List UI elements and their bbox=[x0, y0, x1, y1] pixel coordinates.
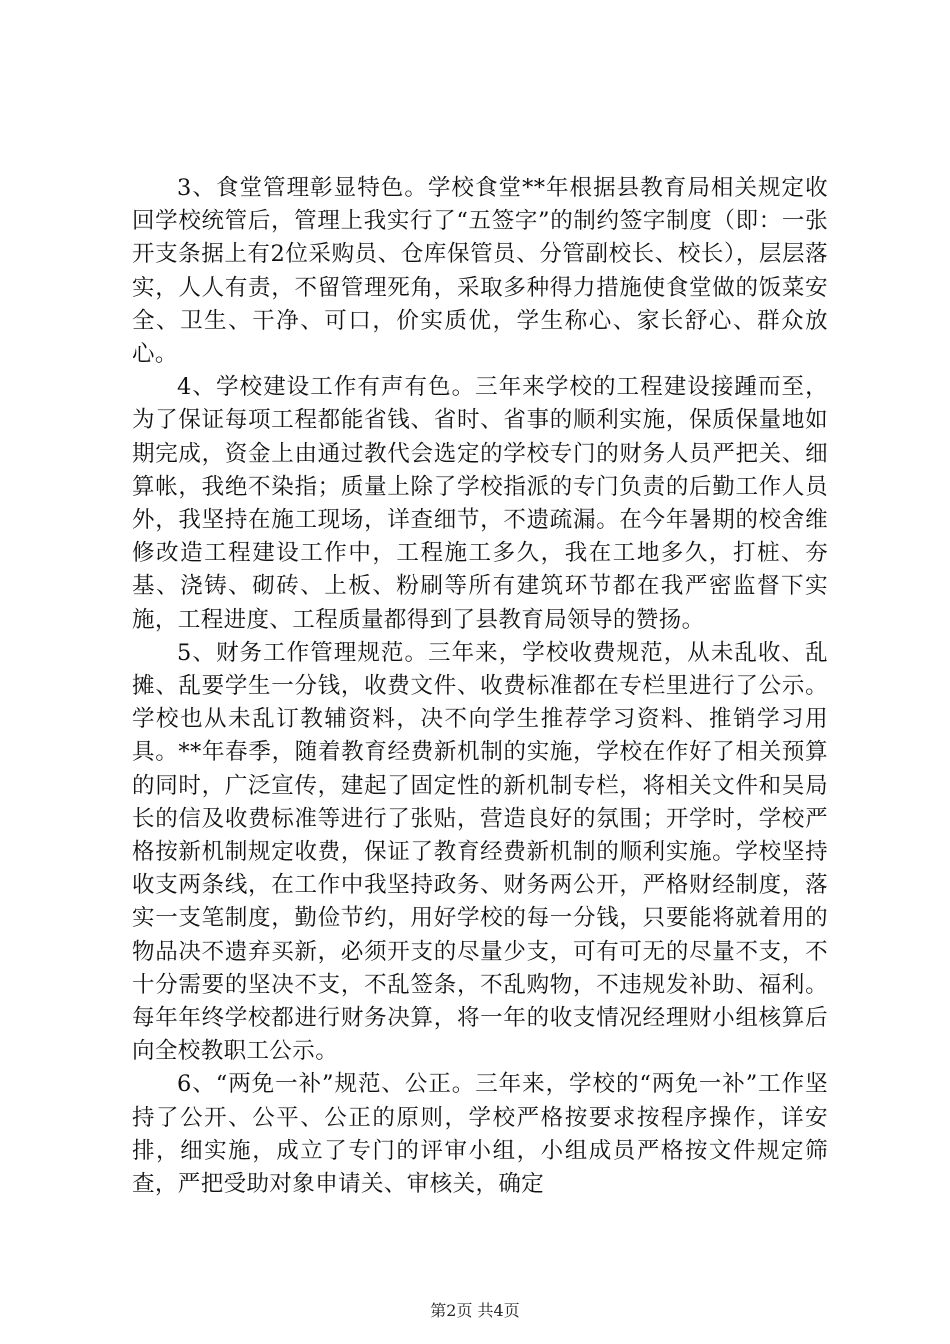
paragraph-two-exemptions-one-subsidy: 6、“两免一补”规范、公正。三年来，学校的“两免一补”工作坚持了公开、公平、公正的原则，学校严格按要求按程序操作，详安排，细实施，成立了专门的评审小组，小组成员严格按文件规定筛查，严把受助对象申请关、审核关，确定 bbox=[132, 1071, 828, 1198]
page-number-footer: 第2页 共4页 bbox=[430, 1301, 520, 1320]
paragraph-school-construction: 4、学校建设工作有声有色。三年来学校的工程建设接踵而至，为了保证每项工程都能省钱、省时、省事的顺利实施，保质保量地如期完成，资金上由通过教代会选定的学校专门的财务人员严把关、细算帐，我绝不染指；质量上除了学校指派的专门负责的后勤工作人员外，我坚持在施工现场，详查细节，不遗疏漏。在今年暑期的校舍维修改造工程建设工作中，工程施工多久，我在工地多久，打桩、夯基、浇铸、砌砖、上板、粉刷等所有建筑环节都在我严密监督下实施，工程进度、工程质量都得到了县教育局领导的赞扬。 bbox=[132, 374, 828, 633]
paragraph-financial-management: 5、财务工作管理规范。三年来，学校收费规范，从未乱收、乱摊、乱要学生一分钱，收费文件、收费标准都在专栏里进行了公示。学校也从未乱订教辅资料，决不向学生推荐学习资料、推销学习用具。**年春季，随着教育经费新机制的实施，学校在作好了相关预算的同时，广泛宣传，建起了固定性的新机制专栏，将相关文件和吴局长的信及收费标准等进行了张贴，营造良好的氛围；开学时，学校严格按新机制规定收费，保证了教育经费新机制的顺利实施。学校坚持收支两条线，在工作中我坚持政务、财务两公开，严格财经制度，落实一支笔制度，勤俭节约，用好学校的每一分钱，只要能将就着用的物品决不遗弃买新，必须开支的尽量少支，可有可无的尽量不支，不十分需要的坚决不支，不乱签条，不乱购物，不违规发补助、福利。每年年终学校都进行财务决算，将一年的收支情况经理财小组核算后向全校教职工公示。 bbox=[132, 639, 828, 1065]
paragraph-canteen-management: 3、食堂管理彰显特色。学校食堂**年根据县教育局相关规定收回学校统管后，管理上我实行了“五签字”的制约签字制度（即：一张开支条据上有2位采购员、仓库保管员、分管副校长、校长），层层落实，人人有责，不留管理死角，采取多种得力措施使食堂做的饭菜安全、卫生、干净、可口，价实质优，学生称心、家长舒心、群众放心。 bbox=[132, 175, 828, 368]
document-body bbox=[132, 172, 828, 1201]
